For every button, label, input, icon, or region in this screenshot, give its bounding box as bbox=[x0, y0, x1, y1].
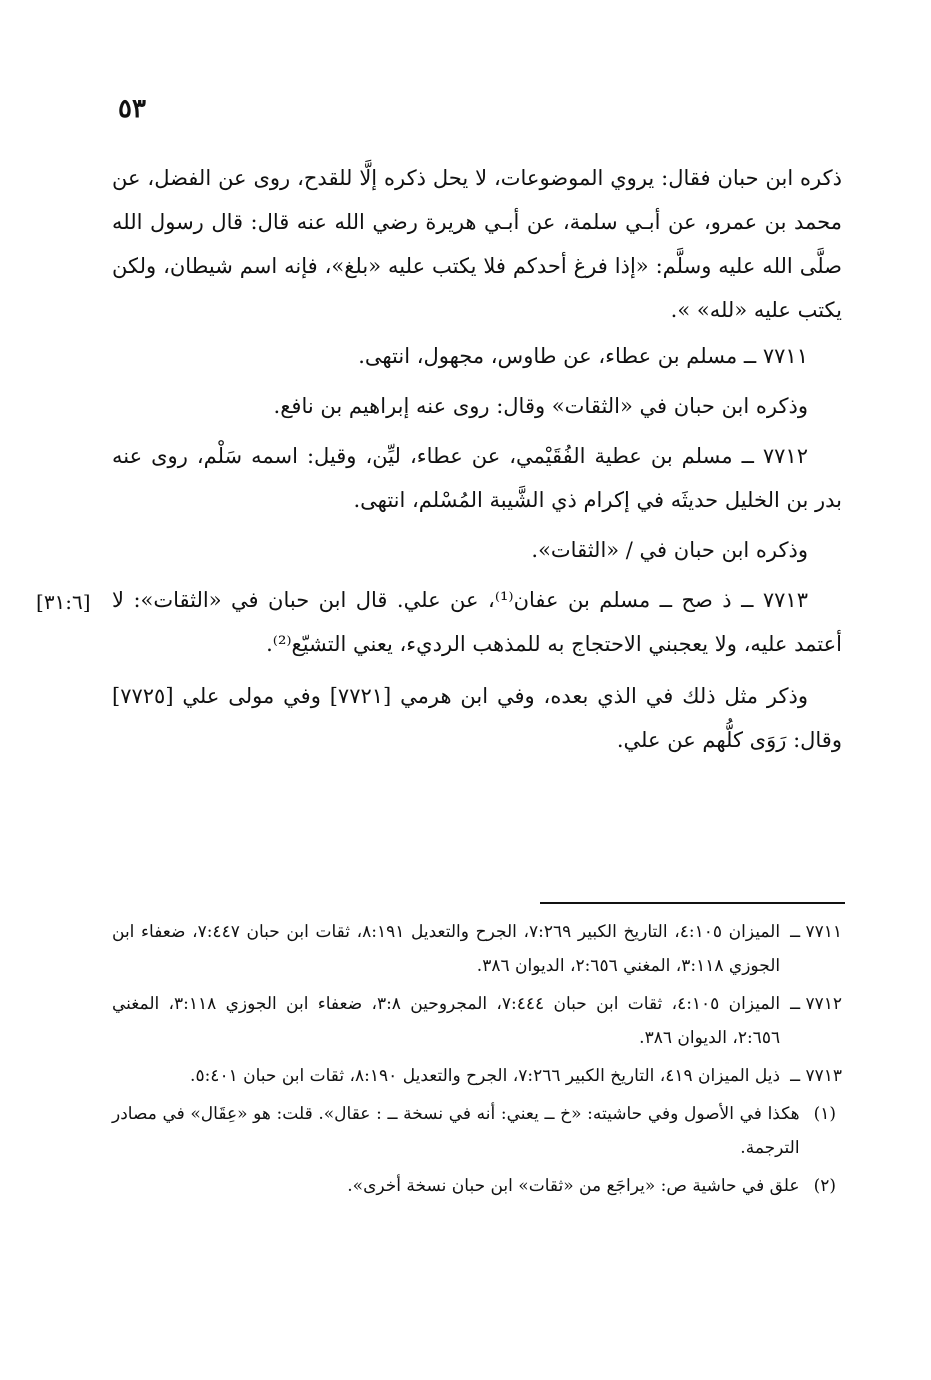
entry-7713: ٧٧١٣ ــ ذ صح ــ مسلم بن عفان⁽¹⁾، عن علي. قال ابن حبان في «الثقات»: لا أعتمد عليه، ولا يعجبني الاحتجاج به للمذهب الرديء، يعني التشيّع⁽²⁾. bbox=[112, 588, 842, 656]
footnote-label: (٢) bbox=[813, 1176, 836, 1196]
entry-7713-note: وذكر مثل ذلك في الذي بعده، وفي ابن هرمي [٧٧٢١] وفي مولى علي [٧٧٢٥] وقال: رَوَى كلُّهم عن علي. bbox=[112, 684, 842, 752]
page-number: ٥٣ bbox=[118, 94, 146, 124]
footnote-label: (١) bbox=[813, 1104, 836, 1124]
source-note-text: الميزان ٤:١٠٥، ثقات ابن حبان ٧:٤٤٤، المجروحين ٣:٨، ضعفاء ابن الجوزي ٣:١١٨، المغني ٢:٦٥٦، الديوان ٣٨٦. bbox=[112, 994, 781, 1048]
footnote bbox=[112, 1097, 842, 1165]
margin-reference: [٣١:٦] bbox=[36, 590, 91, 614]
footnote bbox=[112, 1169, 842, 1203]
entry-7712: ٧٧١٢ ــ مسلم بن عطية الفُقَيْمي، عن عطاء، ليِّن، وقيل: اسمه سَلْم، روى عنه بدر بن الخليل حديثَه في إكرام ذي الشَّيبة المُسْلم، انتهى. bbox=[112, 444, 842, 512]
entry-7711-note: وذكره ابن حبان في «الثقات» وقال: روى عنه إبراهيم بن نافع. bbox=[273, 394, 808, 418]
source-note bbox=[112, 915, 842, 983]
entry-7711: ٧٧١١ ــ مسلم بن عطاء، عن طاوس، مجهول، انتهى. bbox=[358, 344, 808, 368]
source-note-label: ٧٧١١ ــ bbox=[790, 922, 842, 942]
footnote-text: علق في حاشية ص: «يراجَع من «ثقات» ابن حبان نسخة أخرى». bbox=[347, 1176, 800, 1196]
footnote-text: هكذا في الأصول وفي حاشيته: «خ ــ يعني: أنه في نسخة ــ : عقال». قلت: هو «عِقَال» في مصادر الترجمة. bbox=[112, 1104, 800, 1158]
source-note-label: ٧٧١٢ ــ bbox=[790, 994, 842, 1014]
main-text bbox=[112, 156, 842, 762]
entry-7712-note: وذكره ابن حبان في / «الثقات». bbox=[531, 538, 808, 562]
source-note-text: ذيل الميزان ٤١٩، التاريخ الكبير ٧:٢٦٦، الجرح والتعديل ٨:١٩٠، ثقات ابن حبان ٥:٤٠١. bbox=[190, 1066, 781, 1086]
footnotes-section bbox=[112, 915, 842, 1207]
footnote-divider bbox=[540, 902, 845, 904]
source-note-text: الميزان ٤:١٠٥، التاريخ الكبير ٧:٢٦٩، الجرح والتعديل ٨:١٩١، ثقات ابن حبان ٧:٤٤٧، ضعفاء ابن الجوزي ٣:١١٨، المغني ٢:٦٥٦، الديوان ٣٨٦. bbox=[112, 922, 781, 976]
source-note bbox=[112, 987, 842, 1055]
entry-continuation-paragraph: ذكره ابن حبان فقال: يروي الموضوعات، لا يحل ذكره إلَّا للقدح، روى عن الفضل، عن محمد بن عمرو، عن أبـي سلمة، عن أبـي هريرة رضي الله عنه قال: قال رسول الله صلَّى الله عليه وسلَّم: «إذا فرغ أحدكم فلا يكتب عليه «بلغ»، فإنه اسم شيطان، ولكن يكتب عليه «لله» ». bbox=[112, 166, 842, 322]
source-note bbox=[112, 1059, 842, 1093]
source-note-label: ٧٧١٣ ــ bbox=[790, 1066, 842, 1086]
